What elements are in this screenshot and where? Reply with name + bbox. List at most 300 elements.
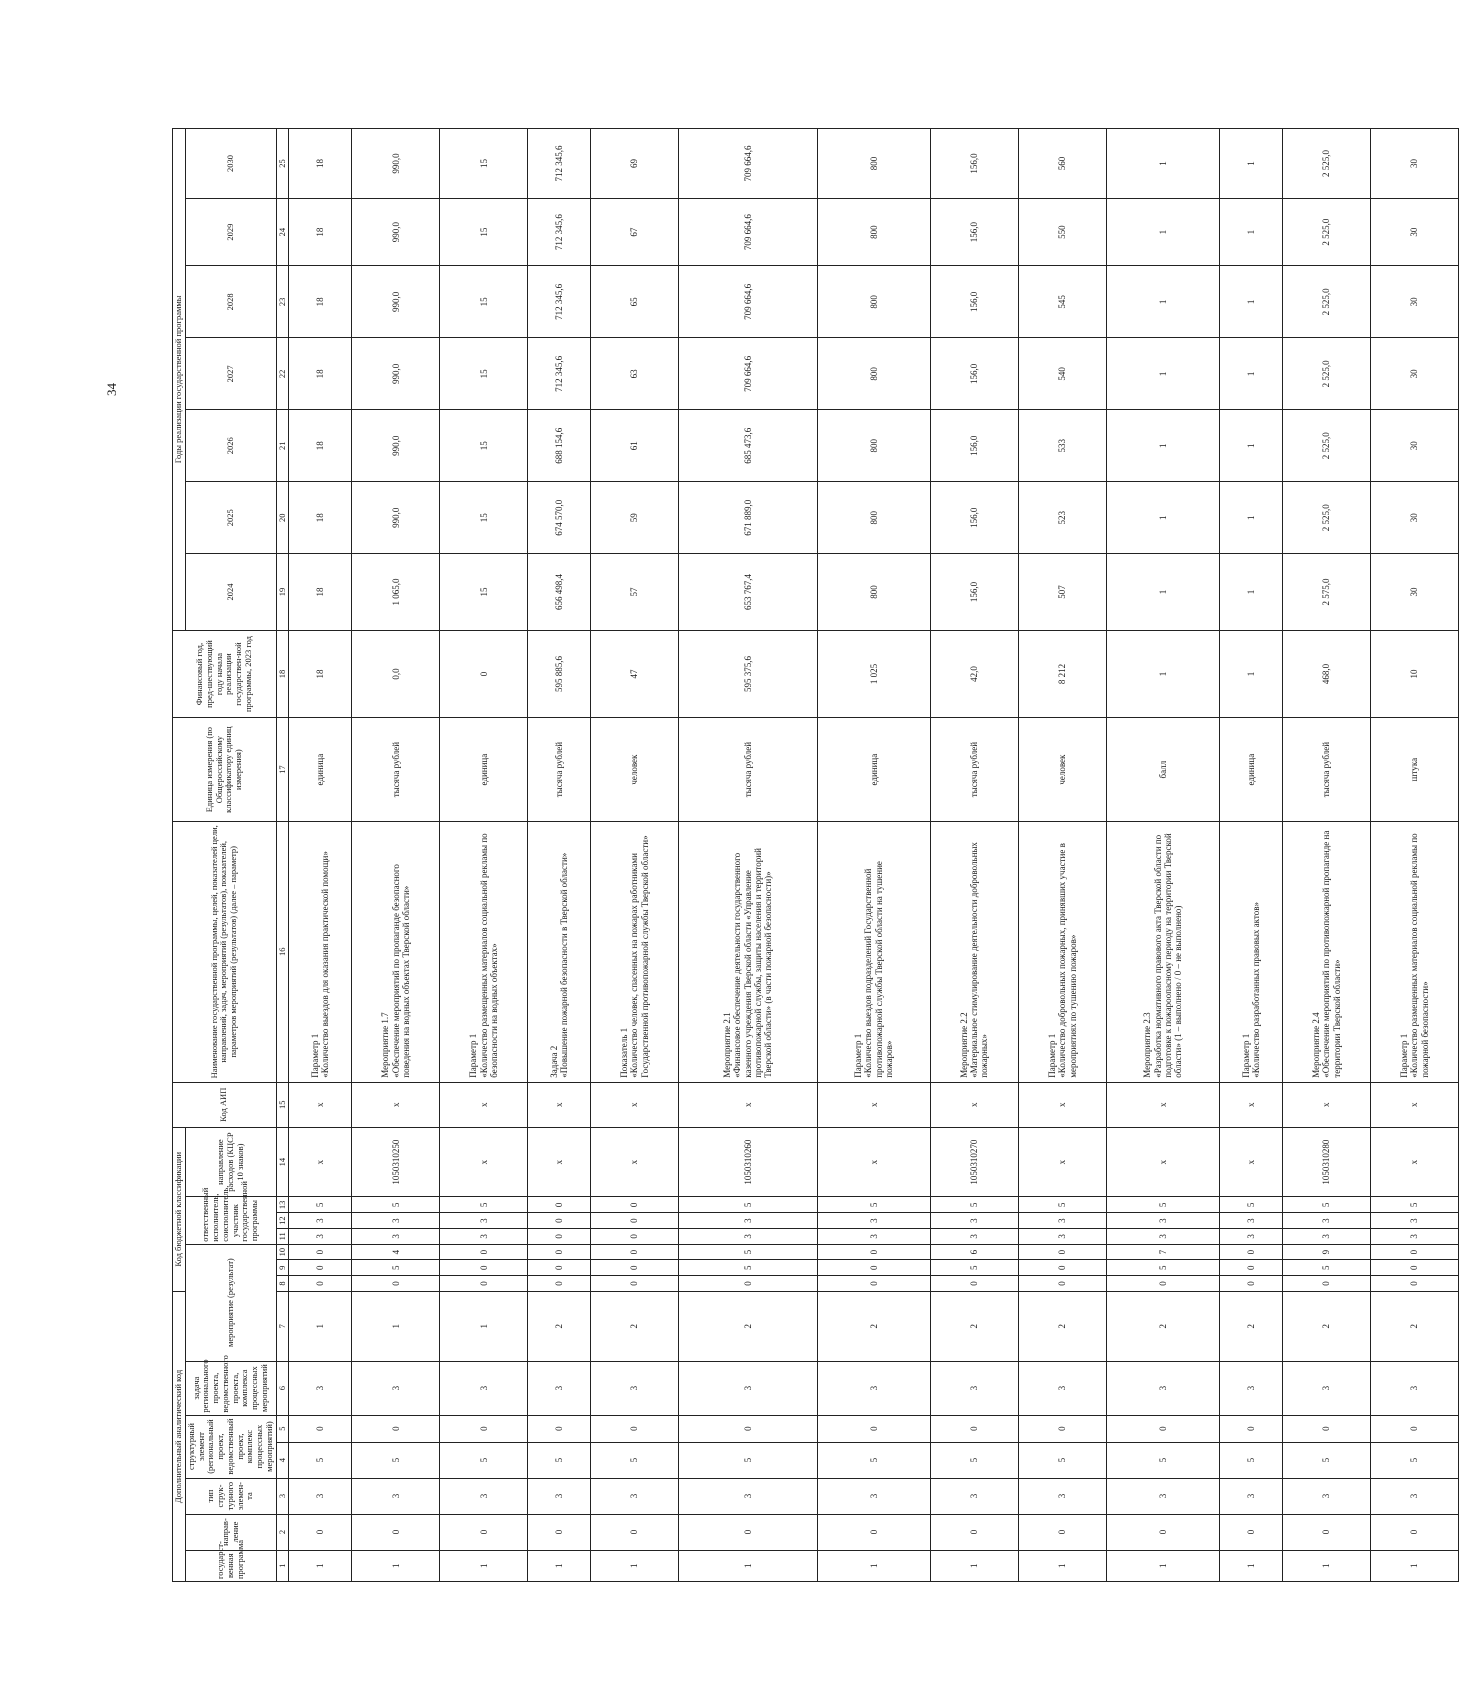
code-cell: 0 [930, 1415, 1018, 1442]
year-value-cell: 1 [1220, 554, 1283, 630]
code-cell: 3 [1018, 1361, 1106, 1415]
year-value-cell: 800 [817, 129, 930, 199]
year-value-cell: 653 767,4 [678, 554, 817, 630]
year-value-cell: 800 [817, 410, 930, 482]
code-cell: 0 [590, 1514, 678, 1550]
year-value-cell: 540 [1018, 338, 1106, 410]
code-cell: 0 [1018, 1244, 1106, 1260]
item-type: Мероприятие 2.3 [1142, 1012, 1153, 1078]
code-cell: 1 [930, 1550, 1018, 1581]
year-value-cell: 685 473,6 [678, 410, 817, 482]
column-number: 23 [276, 266, 289, 338]
code-cell: 0 [289, 1260, 352, 1276]
code-cell: 3 [1018, 1213, 1106, 1229]
item-text: «Количество размещенных материалов социальной рекламы по пожарной безопасности» [1409, 833, 1430, 1078]
year-value-cell: 550 [1018, 198, 1106, 265]
year-value-cell: 18 [289, 198, 352, 265]
item-text: «Количество выездов подразделений Государственной противопожарной службы Тверской области на тушение пожаров» [863, 861, 895, 1078]
code-cell: 5 [352, 1442, 440, 1478]
code-cell: 0 [1282, 1415, 1370, 1442]
column-number: 3 [276, 1478, 289, 1514]
item-text: «Обеспечение мероприятий по пропаганде безопасного поведения на водных объектах Тверской области» [390, 864, 411, 1078]
column-number: 21 [276, 410, 289, 482]
code-cell: 5 [289, 1197, 352, 1213]
code-cell: 5 [440, 1442, 528, 1478]
code-cell: 3 [1370, 1361, 1458, 1415]
code-cell: 1 [440, 1550, 528, 1581]
name-cell [1370, 821, 1458, 1082]
code-cell: 3 [930, 1361, 1018, 1415]
base-year-cell: 18 [289, 630, 352, 718]
code-cell: 0 [678, 1514, 817, 1550]
year-value-cell: 15 [440, 482, 528, 554]
header-task: задача регионального проекта, ведомственного проекта, комплекса процессных мероприятий [185, 1361, 276, 1415]
code-cell: 0 [528, 1197, 591, 1213]
item-type: Параметр 1 [1240, 1033, 1251, 1078]
code-cell: 5 [590, 1442, 678, 1478]
code-cell: 0 [590, 1244, 678, 1260]
code-cell: 5 [817, 1442, 930, 1478]
year-value-cell: 18 [289, 338, 352, 410]
year-value-cell: 507 [1018, 554, 1106, 630]
base-year-cell: 10 [1370, 630, 1458, 718]
code-cell: 5 [678, 1244, 817, 1260]
code-cell: 3 [1220, 1478, 1283, 1514]
code-cell: 0 [528, 1276, 591, 1292]
code-cell: 0 [528, 1244, 591, 1260]
table-row [1220, 129, 1283, 1582]
year-value-cell: 30 [1370, 338, 1458, 410]
header-years-group: Годы реализации государственной программы [173, 129, 186, 631]
code-cell: х [1106, 1127, 1219, 1197]
code-cell: х [817, 1127, 930, 1197]
code-cell: 1 [289, 1550, 352, 1581]
code-cell: 0 [590, 1197, 678, 1213]
year-value-cell: 1 [1106, 338, 1219, 410]
year-value-cell: 156,0 [930, 129, 1018, 199]
year-value-cell: 2 525,0 [1282, 129, 1370, 199]
year-value-cell: 156,0 [930, 482, 1018, 554]
year-value-cell: 545 [1018, 266, 1106, 338]
code-cell: 2 [817, 1291, 930, 1361]
year-value-cell: 709 664,6 [678, 266, 817, 338]
header-direction: направ-ление [185, 1514, 276, 1550]
year-value-cell: 1 [1220, 129, 1283, 199]
year-value-cell: 2 525,0 [1282, 198, 1370, 265]
year-value-cell: 1 [1106, 266, 1219, 338]
year-value-cell: 18 [289, 266, 352, 338]
header-gov-program: государст-венная программа [185, 1550, 276, 1581]
code-cell: 6 [930, 1244, 1018, 1260]
name-cell [930, 821, 1018, 1082]
item-type: Параметр 1 [1046, 1033, 1057, 1078]
item-text: «Обеспечение мероприятий по противопожарной пропаганде на территории Тверской области» [1321, 830, 1342, 1078]
code-cell: 5 [1220, 1197, 1283, 1213]
code-cell: 2 [528, 1291, 591, 1361]
code-cell: 2 [1282, 1291, 1370, 1361]
item-type: Показатель 1 [618, 1027, 629, 1078]
code-cell: 5 [1106, 1260, 1219, 1276]
item-type: Параметр 1 [468, 1033, 479, 1078]
code-cell: 4 [352, 1244, 440, 1260]
table-row [289, 129, 352, 1582]
unit-cell: единица [289, 718, 352, 821]
item-text: «Количество разработанных правовых актов» [1251, 902, 1261, 1078]
code-cell: 5 [352, 1260, 440, 1276]
code-cell: 3 [1370, 1478, 1458, 1514]
code-cell: 1050310260 [678, 1127, 817, 1197]
code-cell: 0 [528, 1514, 591, 1550]
table-row [528, 129, 591, 1582]
year-value-cell: 800 [817, 338, 930, 410]
year-value-cell: 30 [1370, 410, 1458, 482]
code-cell: 0 [440, 1260, 528, 1276]
code-cell: 1 [1282, 1550, 1370, 1581]
code-cell: 0 [1220, 1260, 1283, 1276]
base-year-cell: 1 [1220, 630, 1283, 718]
column-number: 18 [276, 630, 289, 718]
year-value-cell: 69 [590, 129, 678, 199]
year-value-cell: 709 664,6 [678, 338, 817, 410]
header-name: Наименование государственной программы, целей, показателей цели, направлений, задач, мероприятий (результатов), показателей, параметров мероприятий (результатов) (далее – параметр) [173, 821, 277, 1082]
year-value-cell: 560 [1018, 129, 1106, 199]
code-cell: 0 [1220, 1244, 1283, 1260]
code-cell: 1050310270 [930, 1127, 1018, 1197]
item-text: «Количество выездов для оказания практической помощи» [320, 851, 331, 1078]
name-cell [1018, 821, 1106, 1082]
year-value-cell: 1 [1220, 266, 1283, 338]
year-value-cell: 712 345,6 [528, 129, 591, 199]
year-value-cell: 18 [289, 482, 352, 554]
code-cell: 3 [817, 1228, 930, 1244]
unit-cell: тысяча рублей [678, 718, 817, 821]
code-cell: 0 [1282, 1514, 1370, 1550]
header-unit: Единица измерения (по Общероссийскому классификатору единиц измерения) [173, 718, 277, 821]
unit-cell: балл [1106, 718, 1219, 821]
column-number: 20 [276, 482, 289, 554]
code-cell: 3 [1282, 1213, 1370, 1229]
name-cell [1220, 821, 1283, 1082]
year-value-cell: 65 [590, 266, 678, 338]
base-year-cell: 0,0 [352, 630, 440, 718]
unit-cell: единица [440, 718, 528, 821]
code-cell: 3 [678, 1213, 817, 1229]
code-cell: 0 [440, 1514, 528, 1550]
item-type: Мероприятие 2.2 [958, 1012, 969, 1078]
code-cell: 5 [1282, 1260, 1370, 1276]
code-cell: 3 [1106, 1361, 1219, 1415]
code-cell: х [289, 1127, 352, 1197]
code-cell: 0 [289, 1276, 352, 1292]
year-value-cell: 712 345,6 [528, 338, 591, 410]
code-cell: 1 [289, 1291, 352, 1361]
code-cell: 3 [440, 1361, 528, 1415]
table-row [817, 129, 930, 1582]
code-cell: 5 [1106, 1197, 1219, 1213]
item-type: Мероприятие 2.4 [1310, 1012, 1321, 1078]
item-text: «Количество добровольных пожарных, принявших участие в мероприятиях по тушению пожаров» [1057, 843, 1078, 1078]
base-year-cell: 47 [590, 630, 678, 718]
code-cell: 1 [1106, 1550, 1219, 1581]
code-cell: 3 [1106, 1213, 1219, 1229]
year-value-cell: 688 154,6 [528, 410, 591, 482]
code-cell: 3 [352, 1228, 440, 1244]
code-cell: 3 [440, 1213, 528, 1229]
header-aip-code: Код АИП [173, 1082, 277, 1127]
year-value-cell: 30 [1370, 198, 1458, 265]
code-cell: 1 [678, 1550, 817, 1581]
code-cell: 2 [1018, 1291, 1106, 1361]
base-year-cell: 1 025 [817, 630, 930, 718]
code-cell: 0 [590, 1228, 678, 1244]
code-cell: 5 [352, 1197, 440, 1213]
code-cell: 0 [1018, 1514, 1106, 1550]
year-value-cell: 15 [440, 554, 528, 630]
code-cell: 3 [1282, 1478, 1370, 1514]
code-cell: 0 [1370, 1276, 1458, 1292]
code-cell: 0 [590, 1260, 678, 1276]
code-cell: 1 [1220, 1550, 1283, 1581]
code-cell: 3 [817, 1478, 930, 1514]
code-cell: х [1018, 1082, 1106, 1127]
item-type: Мероприятие 2.1 [721, 1012, 732, 1078]
code-cell: 3 [930, 1478, 1018, 1514]
year-value-cell: 15 [440, 410, 528, 482]
item-type: Параметр 1 [1398, 1033, 1409, 1078]
code-cell: 5 [1220, 1442, 1283, 1478]
unit-cell: человек [590, 718, 678, 821]
code-cell: 5 [678, 1197, 817, 1213]
item-text: «Разработка нормативного правового акта Тверской области по подготовке к пожароопасному периоду на территории Тверской области» (1 – выполнено / 0 – не выполнено) [1152, 833, 1184, 1078]
code-cell: 3 [1106, 1478, 1219, 1514]
year-value-cell: 523 [1018, 482, 1106, 554]
year-value-cell: 59 [590, 482, 678, 554]
unit-cell: единица [1220, 718, 1283, 821]
code-cell: х [1370, 1127, 1458, 1197]
year-value-cell: 30 [1370, 482, 1458, 554]
year-value-cell: 156,0 [930, 410, 1018, 482]
code-cell: 2 [1220, 1291, 1283, 1361]
code-cell: 3 [817, 1361, 930, 1415]
code-cell: 3 [678, 1228, 817, 1244]
code-cell: 3 [817, 1213, 930, 1229]
header-year: 2029 [185, 198, 276, 265]
code-cell: х [1282, 1082, 1370, 1127]
name-cell [440, 821, 528, 1082]
year-value-cell: 990,0 [352, 410, 440, 482]
code-cell: 0 [817, 1276, 930, 1292]
table-row [1018, 129, 1106, 1582]
base-year-cell: 0 [440, 630, 528, 718]
code-cell: 2 [590, 1291, 678, 1361]
year-value-cell: 712 345,6 [528, 198, 591, 265]
code-cell: 5 [1018, 1442, 1106, 1478]
code-cell: 3 [1370, 1213, 1458, 1229]
year-value-cell: 800 [817, 554, 930, 630]
header-row-1 [173, 129, 186, 1582]
unit-cell: штука [1370, 718, 1458, 821]
code-cell: 0 [1106, 1276, 1219, 1292]
code-cell: 1 [440, 1291, 528, 1361]
code-cell: 0 [528, 1415, 591, 1442]
code-cell: 0 [440, 1244, 528, 1260]
header-additional-code: Дополнительный аналитический код [173, 1291, 186, 1581]
column-number: 25 [276, 129, 289, 199]
year-value-cell: 15 [440, 129, 528, 199]
code-cell: 2 [930, 1291, 1018, 1361]
column-number: 1 [276, 1550, 289, 1581]
code-cell: 0 [352, 1514, 440, 1550]
code-cell: 0 [817, 1514, 930, 1550]
code-cell: 5 [678, 1442, 817, 1478]
code-cell: х [1220, 1082, 1283, 1127]
code-cell: 3 [528, 1361, 591, 1415]
code-cell: 3 [1220, 1228, 1283, 1244]
header-base-year: Финансовый год, пред-шествующий году начала реализации государствен-ной программы, 2023 год [173, 630, 277, 718]
code-cell: 5 [528, 1442, 591, 1478]
year-value-cell: 990,0 [352, 482, 440, 554]
unit-cell: единица [817, 718, 930, 821]
name-cell [678, 821, 817, 1082]
code-cell: 5 [1018, 1197, 1106, 1213]
item-text: «Количество человек, спасенных на пожарах работниками Государственной противопожарной службы Тверской области» [629, 835, 650, 1078]
item-type: Параметр 1 [852, 1033, 863, 1078]
code-cell: 0 [352, 1276, 440, 1292]
year-value-cell: 156,0 [930, 338, 1018, 410]
code-cell: 0 [289, 1244, 352, 1260]
code-cell: 3 [289, 1478, 352, 1514]
code-cell: 0 [817, 1415, 930, 1442]
year-value-cell: 61 [590, 410, 678, 482]
unit-cell: тысяча рублей [528, 718, 591, 821]
header-expense-direction: направление расходов (КЦСР 10 знаков) [185, 1127, 276, 1197]
item-text: «Материальное стимулирование деятельности добровольных пожарных» [969, 842, 990, 1078]
year-value-cell: 2 525,0 [1282, 266, 1370, 338]
column-number: 11 [276, 1228, 289, 1244]
code-cell: 0 [930, 1276, 1018, 1292]
code-cell: х [440, 1082, 528, 1127]
year-value-cell: 656 498,4 [528, 554, 591, 630]
year-value-cell: 709 664,6 [678, 198, 817, 265]
year-value-cell: 30 [1370, 554, 1458, 630]
code-cell: х [930, 1082, 1018, 1127]
code-cell: 5 [930, 1197, 1018, 1213]
year-value-cell: 990,0 [352, 198, 440, 265]
year-value-cell: 156,0 [930, 266, 1018, 338]
year-value-cell: 1 [1220, 338, 1283, 410]
year-value-cell: 156,0 [930, 554, 1018, 630]
item-text: «Финансовое обеспечение деятельности государственного казенного учреждения Тверской области «Управление противопожарной службы, защиты населения и территорий Тверской области» (в части пожарной безопасности)» [732, 848, 774, 1078]
code-cell: 0 [590, 1276, 678, 1292]
code-cell: 0 [1220, 1514, 1283, 1550]
code-cell: х [817, 1082, 930, 1127]
program-table [172, 128, 1459, 1582]
code-cell: 3 [352, 1213, 440, 1229]
year-value-cell: 712 345,6 [528, 266, 591, 338]
code-cell: 0 [528, 1260, 591, 1276]
code-cell: х [352, 1082, 440, 1127]
code-cell: 5 [1370, 1197, 1458, 1213]
column-number: 7 [276, 1291, 289, 1361]
code-cell: х [678, 1082, 817, 1127]
page-number: 34 [104, 383, 119, 396]
year-value-cell: 1 065,0 [352, 554, 440, 630]
code-cell: 3 [590, 1361, 678, 1415]
code-cell: х [1106, 1082, 1219, 1127]
code-cell: 0 [1018, 1260, 1106, 1276]
header-event: мероприятие (результат) [185, 1244, 276, 1361]
header-executor: ответственный исполнитель, соисполнитель, участник государственной программы [185, 1197, 276, 1244]
unit-cell: человек [1018, 718, 1106, 821]
header-budget-code: Код бюджетной классификации [173, 1127, 186, 1291]
code-cell: 5 [1370, 1442, 1458, 1478]
code-cell: х [590, 1127, 678, 1197]
unit-cell: тысяча рублей [1282, 718, 1370, 821]
code-cell: 3 [1220, 1361, 1283, 1415]
code-cell: 3 [289, 1361, 352, 1415]
name-cell [817, 821, 930, 1082]
year-value-cell: 1 [1106, 129, 1219, 199]
table-row [930, 129, 1018, 1582]
year-value-cell: 30 [1370, 266, 1458, 338]
code-cell: х [289, 1082, 352, 1127]
code-cell: 3 [930, 1213, 1018, 1229]
base-year-cell: 42,0 [930, 630, 1018, 718]
year-value-cell: 990,0 [352, 129, 440, 199]
year-value-cell: 2 575,0 [1282, 554, 1370, 630]
code-cell: 3 [1018, 1478, 1106, 1514]
name-cell [289, 821, 352, 1082]
code-cell: 3 [590, 1478, 678, 1514]
base-year-cell: 595 375,6 [678, 630, 817, 718]
column-number: 9 [276, 1260, 289, 1276]
code-cell: 9 [1282, 1244, 1370, 1260]
code-cell: 2 [1106, 1291, 1219, 1361]
column-number: 4 [276, 1442, 289, 1478]
year-value-cell: 1 [1106, 410, 1219, 482]
code-cell: 2 [1370, 1291, 1458, 1361]
code-cell: 3 [289, 1228, 352, 1244]
code-cell: 5 [817, 1197, 930, 1213]
code-cell: 1050310250 [352, 1127, 440, 1197]
code-cell: 1050310280 [1282, 1127, 1370, 1197]
code-cell: х [528, 1127, 591, 1197]
column-number: 2 [276, 1514, 289, 1550]
year-value-cell: 156,0 [930, 198, 1018, 265]
column-number: 19 [276, 554, 289, 630]
column-number: 12 [276, 1213, 289, 1229]
code-cell: 3 [930, 1228, 1018, 1244]
header-year: 2025 [185, 482, 276, 554]
year-value-cell: 1 [1106, 198, 1219, 265]
year-value-cell: 1 [1220, 482, 1283, 554]
table-row [590, 129, 678, 1582]
code-cell: 3 [352, 1478, 440, 1514]
code-cell: 0 [1370, 1514, 1458, 1550]
year-value-cell: 1 [1106, 482, 1219, 554]
code-cell: х [440, 1127, 528, 1197]
code-cell: 1 [352, 1291, 440, 1361]
item-text: «Количество размещенных материалов социальной рекламы по безопасности на водных объектах» [478, 833, 499, 1078]
year-value-cell: 1 [1106, 554, 1219, 630]
column-number-row [276, 129, 289, 1582]
year-value-cell: 800 [817, 482, 930, 554]
unit-cell: тысяча рублей [930, 718, 1018, 821]
code-cell: 1 [352, 1550, 440, 1581]
column-number: 16 [276, 821, 289, 1082]
code-cell: 3 [1018, 1228, 1106, 1244]
year-value-cell: 18 [289, 554, 352, 630]
